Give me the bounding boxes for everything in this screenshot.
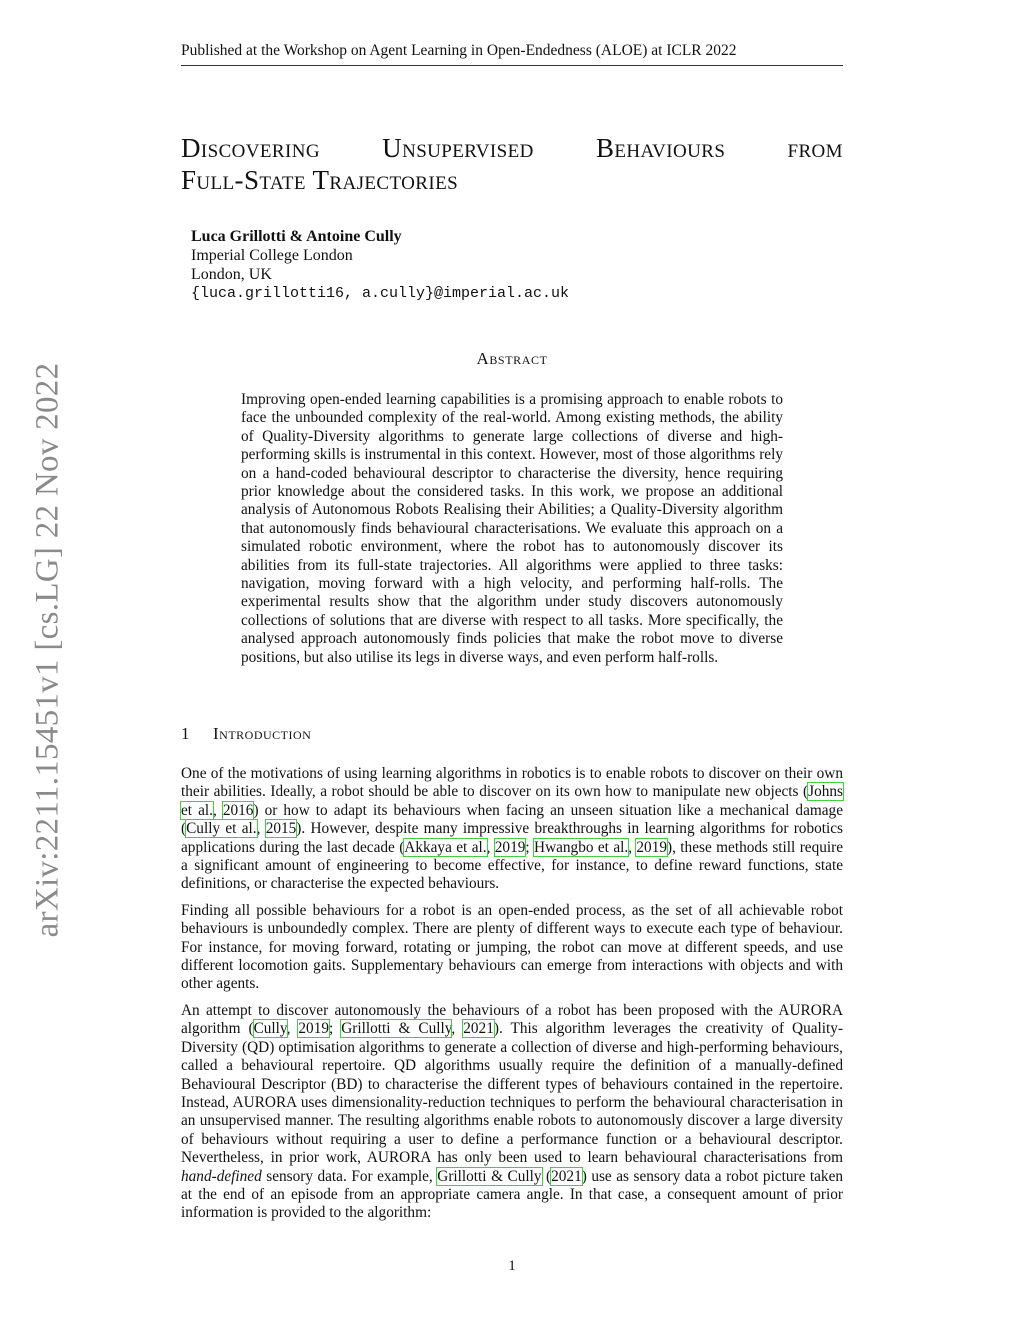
title-line-1 [181, 132, 843, 164]
citation-link[interactable]: 2021 [463, 1020, 494, 1038]
citation-link[interactable]: 2015 [265, 820, 297, 838]
abstract-heading: Abstract [476, 349, 548, 368]
citation-link[interactable]: 2019 [494, 838, 526, 856]
author-location: London, UK [191, 266, 272, 283]
author-affiliation: Imperial College London [191, 247, 353, 264]
author-email: {luca.grillotti16, a.cully}@imperial.ac.uk [191, 285, 570, 302]
emphasis-text: hand-defined [181, 1167, 262, 1185]
citation-link[interactable]: 2019 [298, 1020, 329, 1038]
section-number: 1 [181, 724, 190, 743]
citation-link[interactable]: Grillotti & Cully [341, 1020, 452, 1038]
citation-link[interactable]: Cully et al. [186, 820, 257, 838]
paragraph: One of the motivations of using learning algorithms in robotics is to enable robots to discover on their own their abilities. Ideally, a robot should be able to discover on its own how to manipulate new objects (Johns et al., 2016) or how to adapt its behaviours when facing an unseen situation like a mechanical damage (Cully et al., 2015). However, despite many impressive breakthroughs in learning algorithms for robotics applications during the last decade (Akkaya et al., 2019; Hwangbo et al., 2019), these methods still require a significant amount of engineering to become effective, for instance, to define reward functions, state definitions, or characterise the expected behaviours. [181, 765, 844, 893]
introduction-body [181, 765, 843, 1231]
paragraph: Finding all possible behaviours for a robot is an open-ended process, as the set of all achievable robot behaviours is unboundedly complex. There are plenty of different ways to execute each type of behaviour. For instance, for moving forward, rotating or jumping, the robot can move at different speeds, and use different locomotion gaits. Supplementary behaviours can emerge from interactions with objects and with other agents. [181, 901, 843, 993]
author-block [191, 227, 569, 303]
section-title: Introduction [213, 724, 312, 743]
section-heading [181, 724, 311, 744]
citation-link[interactable]: Cully [253, 1020, 287, 1038]
citation-link[interactable]: 2021 [551, 1167, 582, 1185]
abstract-text: Improving open-ended learning capabilities is a promising approach to enable robots to face the unbounded complexity of the real-world. Among existing methods, the ability of Quality-Diversity algorithms to generate large collections of diverse and high-performing skills is instrumental in this context. However, most of those algorithms rely on a hand-coded behavioural descriptor to characterise the diversity, hence requiring prior knowledge about the considered tasks. In this work, we propose an additional analysis of Autonomous Robots Realising their Abilities; a Quality-Diversity algorithm that autonomously finds behavioural characterisations. We evaluate this approach on a simulated robotic environment, where the robot has to autonomously discover its abilities from its full-state trajectories. All algorithms were applied to three tasks: navigation, moving forward with a high velocity, and performing half-rolls. The experimental results show that the algorithm under study discovers autonomously collections of solutions that are diverse with respect to all tasks. More specifically, the analysed approach autonomously finds policies that make the robot move to diverse positions, but also utilise its legs in diverse ways, and even perform half-rolls. [241, 391, 783, 666]
citation-link[interactable]: 2019 [636, 838, 667, 856]
author-names: Luca Grillotti & Antoine Cully [191, 228, 402, 245]
citation-link[interactable]: Johns et al. [181, 783, 843, 819]
page-number: 1 [508, 1258, 516, 1274]
title-word: Unsupervised [382, 133, 534, 163]
citation-link[interactable]: Grillotti & Cully [437, 1167, 542, 1185]
title-word: Behaviours [595, 133, 726, 163]
citation-link[interactable]: Hwangbo et al. [534, 838, 629, 856]
citation-link[interactable]: 2016 [222, 801, 254, 819]
arxiv-id: arXiv:2211.15451v1 [cs.LG] 22 Nov 2022 [29, 362, 66, 938]
title-word: Discovering [181, 133, 320, 163]
title-word: from [787, 133, 843, 163]
paragraph: An attempt to discover autonomously the behaviours of a robot has been proposed with the AURORA algorithm (Cully, 2019; Grillotti & Cully, 2021). This algorithm leverages the creativity of Quality-Diversity (QD) optimisation algorithms to generate a collection of diverse and high-performing behaviours, called a behavioural repertoire. QD algorithms usually require the definition of a manually-defined Behavioural Descriptor (BD) to characterise the different types of behaviours contained in the repertoire. Instead, AURORA uses dimensionality-reduction techniques to perform the behavioural characterisation in an unsupervised manner. The resulting algorithms enable robots to autonomously discover a large diversity of behaviours without requiring a user to define a performance function or a behavioural descriptor. Nevertheless, in prior work, AURORA has only been used to learn behavioural characterisations from hand-defined sensory data. For example, Grillotti & Cully (2021) use as sensory data a robot picture taken at the end of an episode from an appropriate camera angle. In that case, a consequent amount of prior information is provided to the algorithm: [181, 1001, 844, 1222]
running-header: Published at the Workshop on Agent Learning in Open-Endedness (ALOE) at ICLR 2022 [181, 42, 843, 66]
title-line-2: Full-State Trajectories [181, 165, 459, 195]
citation-link[interactable]: Akkaya et al. [404, 838, 487, 856]
paper-title [181, 132, 843, 196]
